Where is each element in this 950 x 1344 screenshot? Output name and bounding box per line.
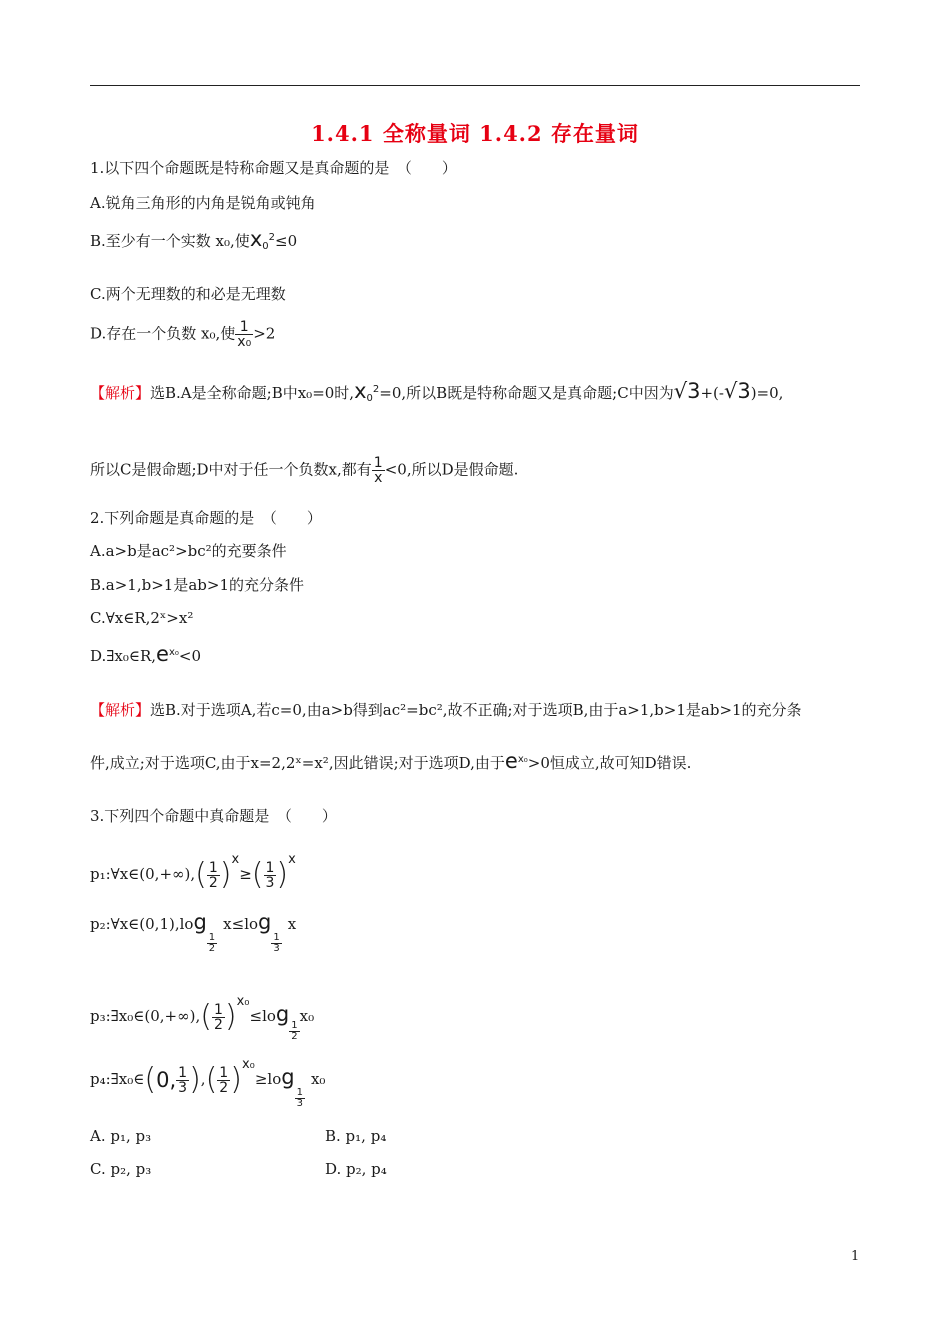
q1-exp-text-d: )=0, <box>750 384 784 402</box>
math-paren: ( <box>251 857 264 892</box>
q1-exp-text-a: 选B.A是全称命题;B中x₀=0时, <box>150 384 355 402</box>
math-e-power-x0: $e^{x_0}$ <box>504 749 528 773</box>
q1-option-d <box>90 320 275 349</box>
q2-d-ineq: <0 <box>178 647 202 665</box>
math-paren: ( <box>144 1062 157 1097</box>
q3-option-c: C. p₂, p₃ <box>90 1160 152 1178</box>
q1-b-text: B.至少有一个实数 x₀,使 <box>90 232 250 250</box>
q1-d-ineq: >2 <box>253 324 276 343</box>
math-x0-squared: $x_0^2$ <box>249 227 275 252</box>
q2-option-a: A.a>b是ac²>bc²的充要条件 <box>90 542 287 560</box>
analysis-tag: 【解析】 <box>90 384 151 402</box>
math-log-g: g <box>275 1002 290 1026</box>
math-frac-1-3: $\frac{1}{3}$ <box>296 1087 303 1109</box>
q1-exp-text-b: =0,所以B既是特称命题又是真命题;C中因为 <box>379 384 674 402</box>
math-frac-1-x: $\frac{1}{x}$ <box>373 455 383 486</box>
math-sqrt3: √3 <box>723 379 751 403</box>
page-number: 1 <box>851 1249 860 1264</box>
math-frac-1-x0: $\frac{1}{\text{x₀}}$ <box>237 319 252 350</box>
q1-explanation-line1 <box>90 380 783 409</box>
q3-p1-text: p₁:∀x∈(0,+∞), <box>90 865 196 883</box>
math-paren: ( <box>205 1062 218 1097</box>
math-paren: ( <box>200 999 212 1034</box>
q3-option-b: B. p₁, p₄ <box>325 1127 387 1145</box>
math-x0-squared: $x_0^2$ <box>354 379 380 404</box>
q1-exp-text-e: 所以C是假命题;D中对于任一个负数x,都有 <box>90 460 372 479</box>
math-exp-x: x <box>231 852 240 867</box>
math-paren: ) <box>219 857 232 892</box>
math-paren: ) <box>224 999 237 1034</box>
q2-explanation-line2 <box>90 750 691 773</box>
math-exp-x0: x₀ <box>241 1057 255 1072</box>
q3-p2-text-b: x≤lo <box>223 915 259 933</box>
q1-exp-text-f: <0,所以D是假命题. <box>384 460 519 479</box>
q3-stem: 3.下列四个命题中真命题是 （ ） <box>90 807 337 825</box>
q3-p1 <box>90 850 296 890</box>
q1-exp-text-c: +(- <box>700 384 724 402</box>
q1-stem: 1.以下四个命题既是特称命题又是真命题的是 （ ） <box>90 159 457 177</box>
q1-explanation-line2 <box>90 456 518 485</box>
page-title: 1.4.1 全称量词 1.4.2 存在量词 <box>311 121 639 146</box>
math-comma: , <box>200 1070 206 1088</box>
math-log-g: g <box>258 910 272 934</box>
q3-p3-text-a: p₃:∃x₀∈(0,+∞), <box>90 1007 201 1025</box>
math-geq: ≥ <box>239 865 252 883</box>
q2-exp-text-c: >0恒成立,故可知D错误. <box>527 754 692 772</box>
q2-option-d <box>90 643 201 666</box>
q3-p2-text-a: p₂:∀x∈(0,1),lo <box>90 915 194 933</box>
math-frac-1-3: $\frac{1}{3}$ <box>265 859 275 891</box>
q3-p2-text-c: x <box>287 915 297 933</box>
q2-explanation-line1 <box>90 700 802 720</box>
math-paren: ) <box>230 1062 242 1097</box>
math-frac-1-2: $\frac{1}{2}$ <box>291 1020 298 1042</box>
q3-p3-text-b: ≤lo <box>249 1007 276 1025</box>
math-exp-x0: x₀ <box>236 994 250 1009</box>
q3-option-d: D. p₂, p₄ <box>325 1160 387 1178</box>
math-frac-1-2: $\frac{1}{2}$ <box>213 1001 223 1033</box>
q3-p3-text-c: x₀ <box>299 1007 315 1025</box>
q3-option-a: A. p₁, p₃ <box>90 1127 152 1145</box>
q2-option-b: B.a>1,b>1是ab>1的充分条件 <box>90 576 304 594</box>
q3-p2 <box>90 912 296 954</box>
math-sqrt3: √3 <box>673 379 701 403</box>
q3-p4-text-b: ≥lo <box>254 1070 282 1088</box>
math-log-g: g <box>193 910 207 934</box>
q2-exp-text-b: 件,成立;对于选项C,由于x=2,2ˣ=x²,因此错误;对于选项D,由于 <box>90 754 505 772</box>
header-rule <box>90 85 860 86</box>
q1-option-a: A.锐角三角形的内角是锐角或钝角 <box>90 194 316 212</box>
q1-option-c: C.两个无理数的和必是无理数 <box>90 285 286 303</box>
q3-p3 <box>90 992 314 1042</box>
q1-option-b <box>90 228 297 257</box>
math-frac-1-2: $\frac{1}{2}$ <box>208 859 218 891</box>
math-frac-1-2: $\frac{1}{2}$ <box>219 1064 229 1096</box>
q2-stem: 2.下列命题是真命题的是 （ ） <box>90 509 322 527</box>
q3-p4-text-c: x₀ <box>310 1070 326 1088</box>
math-exp-x: x <box>288 852 296 867</box>
q2-option-c: C.∀x∈R,2ˣ>x² <box>90 609 194 627</box>
q2-d-text: D.∃x₀∈R, <box>90 647 157 665</box>
math-log-g: g <box>281 1065 295 1089</box>
q1-d-text: D.存在一个负数 x₀,使 <box>90 324 236 343</box>
math-paren: ) <box>276 857 289 892</box>
q2-exp-text-a: 选B.对于选项A,若c=0,由a>b得到ac²=bc²,故不正确;对于选项B,由于a>1,b>1是ab>1的充分条 <box>150 701 802 719</box>
math-frac-1-3: $\frac{1}{3}$ <box>178 1064 188 1096</box>
math-frac-1-3: $\frac{1}{3}$ <box>273 932 280 954</box>
math-zero: 0, <box>156 1068 177 1092</box>
math-e-power-x0: $e^{x_0}$ <box>156 642 179 666</box>
analysis-tag: 【解析】 <box>90 701 151 719</box>
q1-b-ineq: ≤0 <box>275 232 298 250</box>
math-paren: ) <box>189 1062 201 1097</box>
q3-p4-text-a: p₄:∃x₀∈ <box>90 1070 145 1088</box>
q3-p4 <box>90 1055 325 1109</box>
math-frac-1-2: $\frac{1}{2}$ <box>208 932 216 954</box>
math-paren: ( <box>195 857 207 892</box>
